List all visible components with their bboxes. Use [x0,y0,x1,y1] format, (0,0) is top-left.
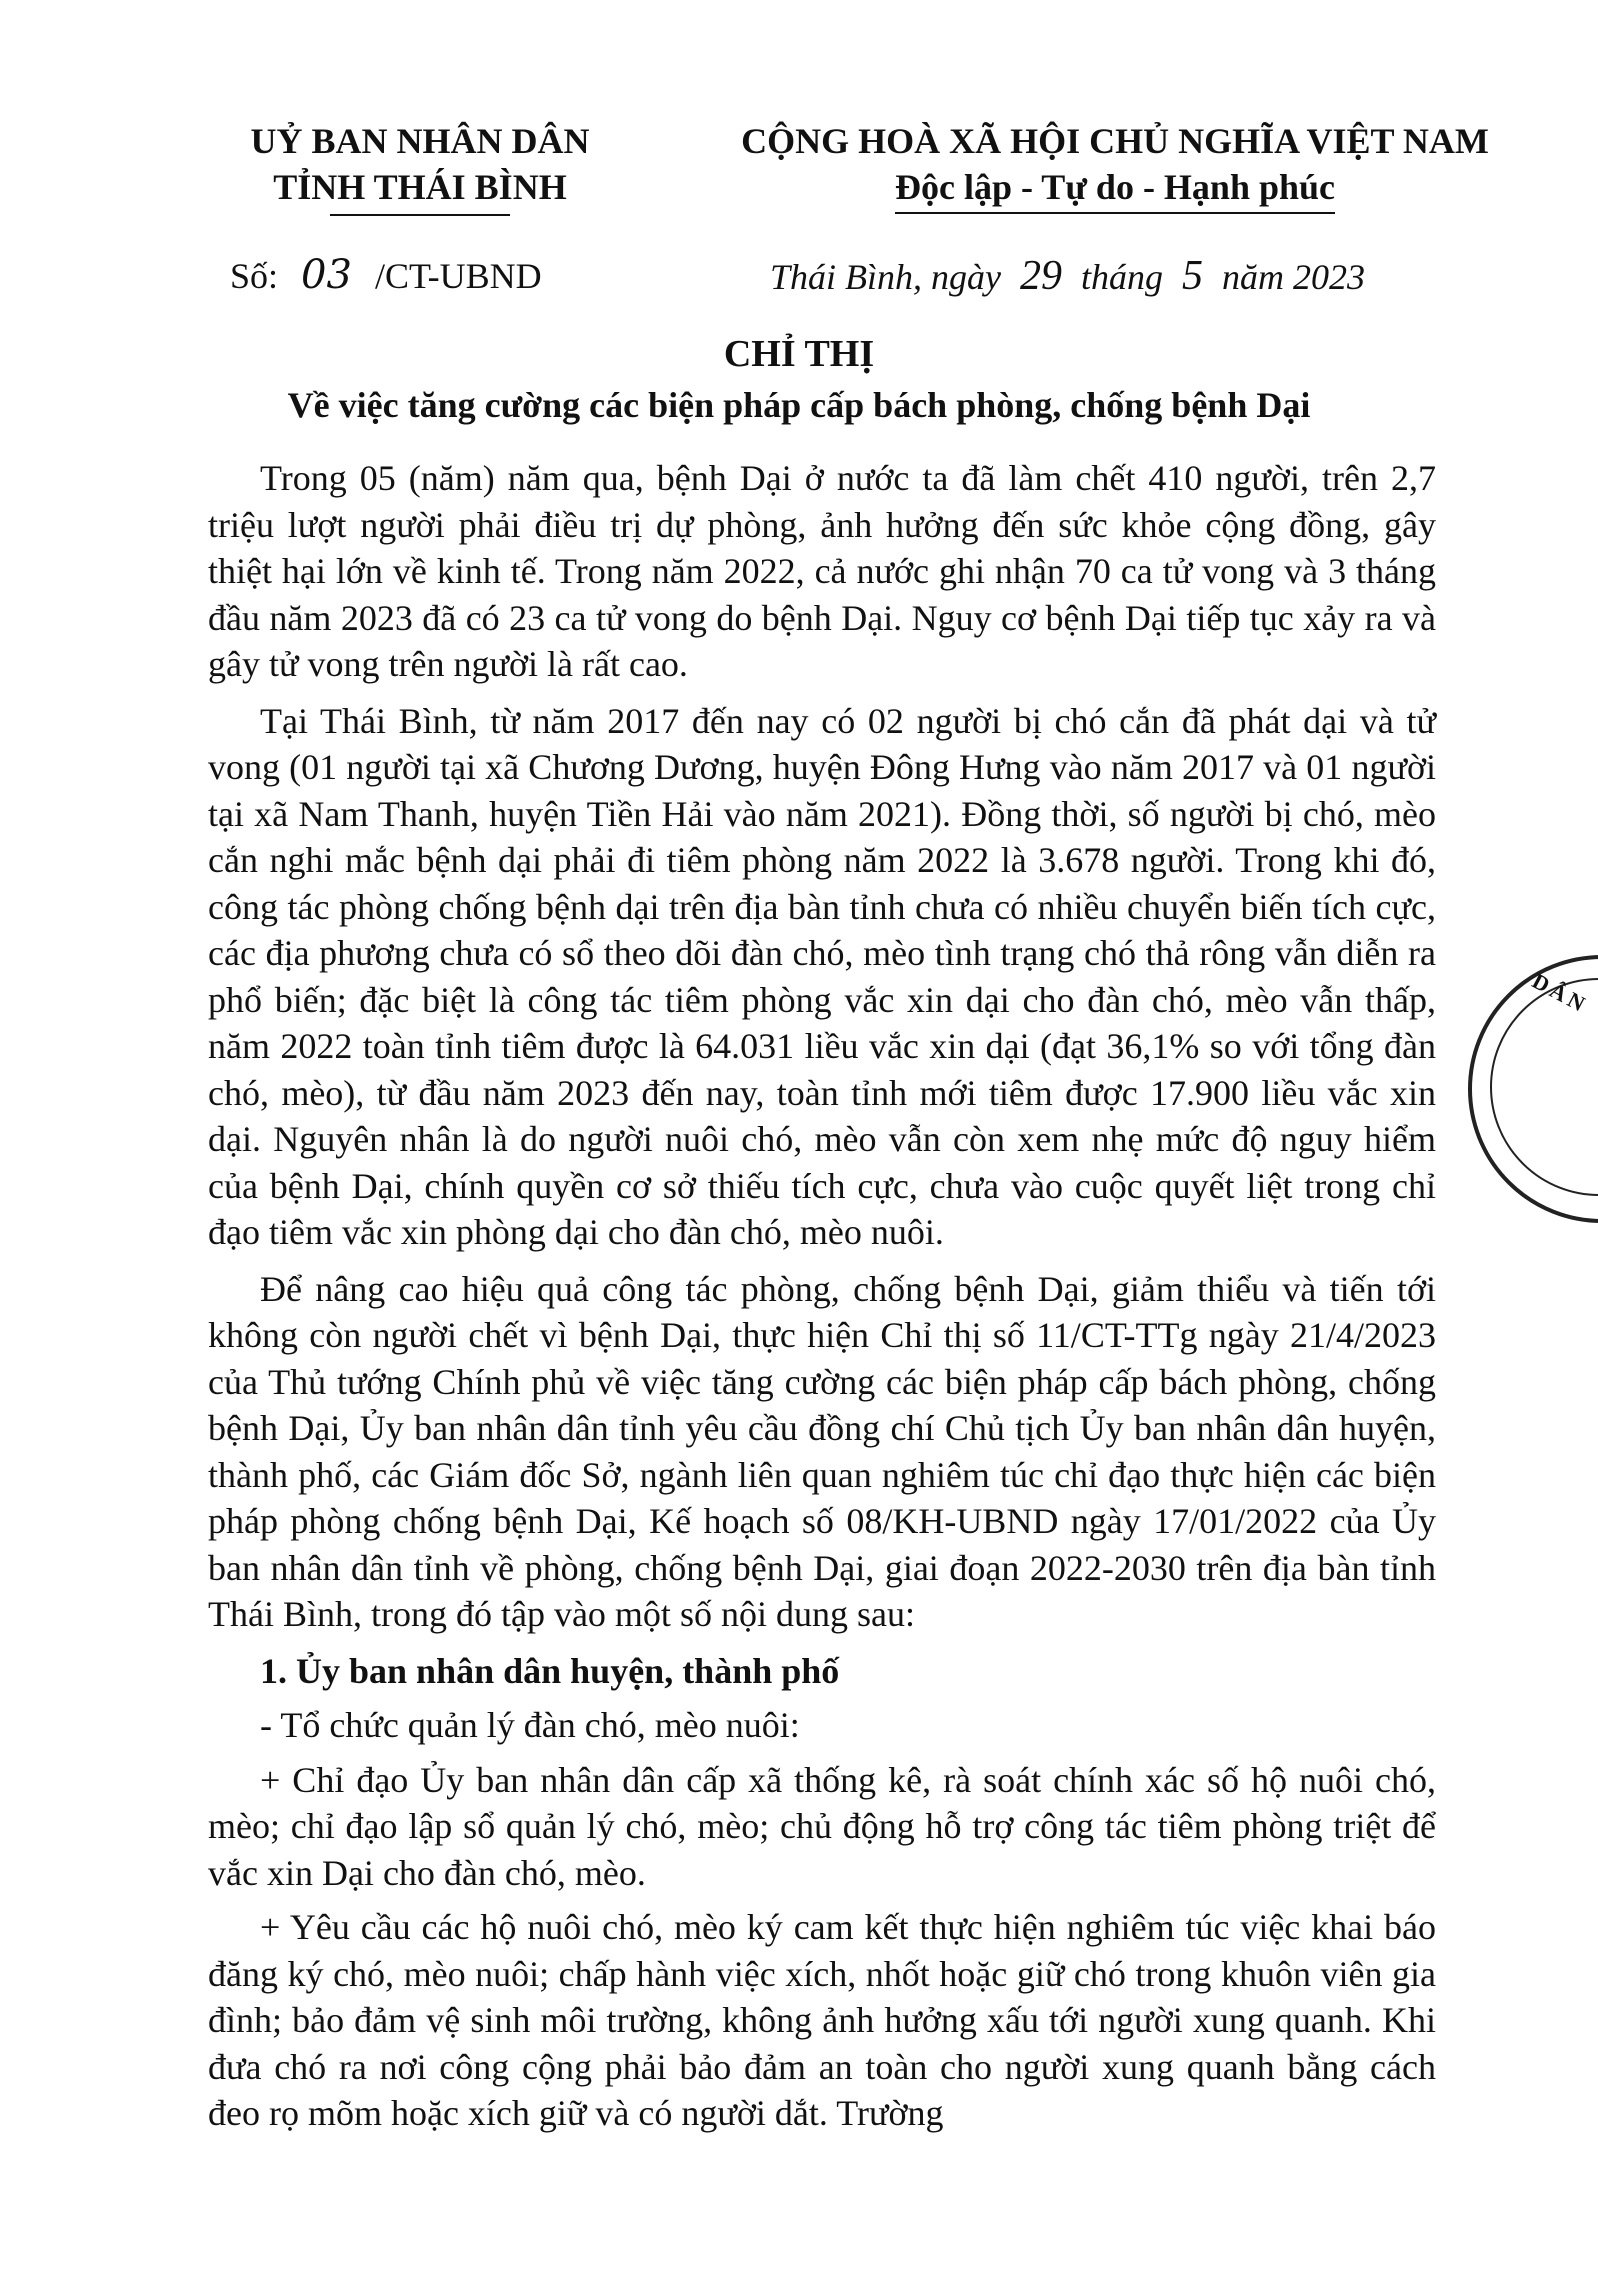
document-body [208,455,1436,2145]
number-value: 03 [301,252,352,298]
paragraph-3: Để nâng cao hiệu quả công tác phòng, chống bệnh Dại, giảm thiểu và tiến tới không còn người chết vì bệnh Dại, thực hiện Chỉ thị số 11/CT-TTg ngày 21/4/2023 của Thủ tướng Chính phủ về việc tăng cường các biện pháp cấp bách phòng, chống bệnh Dại, Ủy ban nhân dân tỉnh yêu cầu đồng chí Chủ tịch Ủy ban nhân dân huyện, thành phố, các Giám đốc Sở, ngành liên quan nghiêm túc chỉ đạo thực hiện các biện pháp phòng chống bệnh Dại, Kế hoạch số 08/KH-UBND ngày 17/01/2022 của Ủy ban nhân dân tỉnh về phòng, chống bệnh Dại, giai đoạn 2022-2030 trên địa bàn tỉnh Thái Bình, trong đó tập vào một số nội dung sau: [208,1268,1436,1634]
date-month: 5 [1182,253,1204,299]
national-motto: Độc lập - Tự do - Hạnh phúc [895,164,1335,214]
document-title: CHỈ THỊ [723,333,875,375]
authority-line-2: TỈNH THÁI BÌNH [273,167,567,207]
section-1-item-3: + Yêu cầu các hộ nuôi chó, mèo ký cam kết thực hiện nghiêm túc việc khai báo đăng ký chó, mèo nuôi; chấp hành việc xích, nhốt hoặc giữ chó trong khuôn viên gia đình; bảo đảm vệ sinh môi trường, không ảnh hưởng xấu tới người xung quanh. Khi đưa chó ra nơi công cộng phải bảo đảm an toàn cho người xung quanh bằng cách đeo rọ mõm hoặc xích giữ và có người dắt. Trường [208,1907,1436,2133]
paragraph-1: Trong 05 (năm) năm qua, bệnh Dại ở nước ta đã làm chết 410 người, trên 2,7 triệu lượt người phải điều trị dự phòng, ảnh hưởng đến sức khỏe cộng đồng, gây thiệt hại lớn về kinh tế. Trong năm 2022, cả nước ghi nhận 70 ca tử vong và 3 tháng đầu năm 2023 đã có 23 ca tử vong do bệnh Dại. Nguy cơ bệnh Dại tiếp tục xảy ra và gây tử vong trên người là rất cao. [208,458,1436,684]
national-header [700,118,1530,214]
date-year: năm 2023 [1222,257,1366,297]
date-prefix: Thái Bình, ngày [770,257,1001,297]
authority-underline [330,214,510,216]
document-subtitle: Về việc tăng cường các biện pháp cấp bách phòng, chống bệnh Dại [287,385,1311,425]
section-1-item-1: - Tổ chức quản lý đàn chó, mèo nuôi: [260,1705,800,1745]
paragraph-2: Tại Thái Bình, từ năm 2017 đến nay có 02 người bị chó cắn đã phát dại và tử vong (01 người tại xã Chương Dương, huyện Đông Hưng vào năm 2017 và 01 người tại xã Nam Thanh, huyện Tiền Hải vào năm 2021). Đồng thời, số người bị chó, mèo cắn nghi mắc bệnh dại phải đi tiêm phòng năm 2022 là 3.678 người. Trong khi đó, công tác phòng chống bệnh dại trên địa bàn tỉnh chưa có nhiều chuyển biến tích cực, các địa phương chưa có sổ theo dõi đàn chó, mèo tình trạng chó thả rông vẫn diễn ra phổ biến; đặc biệt là công tác tiêm phòng vắc xin dại cho đàn chó, mèo vẫn thấp, năm 2022 toàn tỉnh tiêm được là 64.031 liều vắc xin dại (đạt 36,1% so với tổng đàn chó, mèo), từ đầu năm 2023 đến nay, toàn tỉnh mới tiêm được 17.900 liều vắc xin dại. Nguyên nhân là do người nuôi chó, mèo vẫn còn xem nhẹ mức độ nguy hiểm của bệnh Dại, chính quyền cơ sở thiếu tích cực, chưa vào cuộc quyết liệt trong chỉ đạo tiêm vắc xin phòng dại cho đàn chó, mèo nuôi. [208,700,1436,1252]
nation-name: CỘNG HOÀ XÃ HỘI CHỦ NGHĨA VIỆT NAM [741,121,1489,161]
number-label: Số: [230,256,279,296]
issuing-authority [200,118,640,216]
section-1-heading: 1. Ủy ban nhân dân huyện, thành phố [260,1650,840,1691]
issue-date [770,252,1365,300]
section-1-item-2: + Chỉ đạo Ủy ban nhân dân cấp xã thống kê, rà soát chính xác số hộ nuôi chó, mèo; chỉ đạo lập sổ quản lý chó, mèo; chủ động hỗ trợ công tác tiêm phòng triệt để vắc xin Dại cho đàn chó, mèo. [208,1759,1436,1893]
date-day: 29 [1020,253,1062,299]
seal-text: DÂN [1528,968,1593,1019]
date-month-label: tháng [1081,257,1164,297]
document-number [230,252,542,298]
authority-line-1: UỶ BAN NHÂN DÂN [250,121,590,161]
number-suffix: /CT-UBND [374,256,542,296]
